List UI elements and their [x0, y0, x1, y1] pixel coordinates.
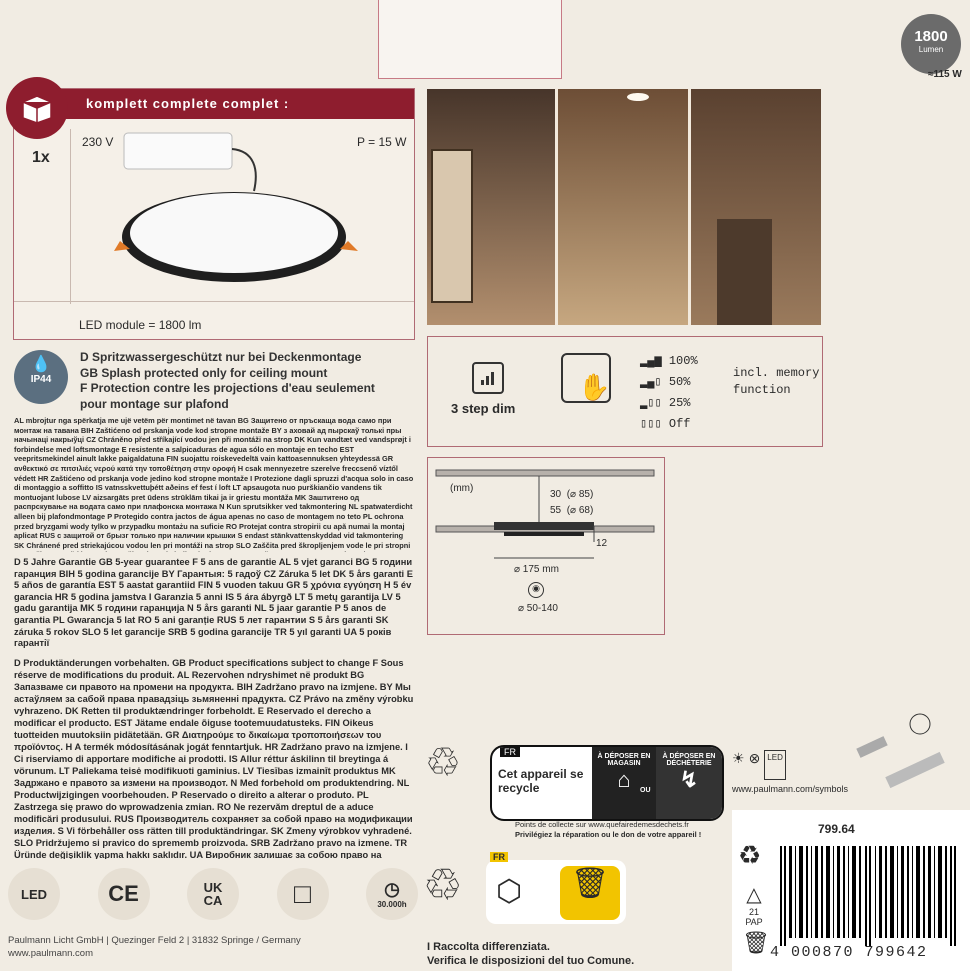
- cert-icons: [8, 868, 418, 926]
- led-icon: LED: [8, 868, 60, 920]
- dim-bars-icon: [480, 370, 496, 386]
- ip-icon: 💧 IP44: [14, 350, 68, 404]
- wiring-icon: [855, 712, 965, 792]
- ip-line-de: D Spritzwassergeschützt nur bei Deckenmontage: [80, 350, 362, 364]
- recycle-icon-2: ♲: [423, 861, 463, 910]
- photo-panel-mid: [557, 89, 690, 325]
- hand-icon: ✋: [578, 372, 611, 402]
- barcode-bars: [778, 846, 964, 946]
- dims-row-2: 55 (⌀ 68): [550, 505, 594, 516]
- store-panel: À DÉPOSER EN MAGASIN ⌂: [592, 747, 656, 819]
- changes-text: D Produktänderungen vorbehalten. GB Product specifications subject to change F Sous réserve de modifications du produit. AL Rezervohen ndryshimet në produkt BG Запазваме си правото на промени на продукта. BIH Zadržano pravo na izmjene. BY Мы астаўляем за сабой права правадзіць зьмяненні прадукта. CZ Právo na změny výrobku vyhrazeno. DK Retten til produktændringer forbeholdt. E Reservado el derecho a modificar el producto. EST Jätame endale õiguse tootemuudatusteks. FIN Oikeus tuotteiden muutoksiin pidätetään. GR Διατηρούμε το δικαίωμα τροποποιήσεων του προϊόντος. H A termék módosításának jogát fenntartjuk. HR Zadržano pravo na izmjene. I Ci riserviamo di apportare modifiche ai prodotti. IS Allur réttur áskilinn til breytinga á vörunum. LT Paliekama teisė modifikuoti gaminius. LV Tiesības izmainīt produktus MK Задржано е правото за измени на производот. N Med forbehold om produktendring. NL Productwijzigingen voorbehouden. P Reservado o direito a alterar o produto. PL Zastrzega się prawo do wprowadzenia zmian. RO Ne rezervăm dreptul de a aduce modificări produsului. RUS Производитель сохраняет за собой право на модификации изделия. S Vi förbehåller oss rätten till produktändringar. SK Zmeny výrobkov vyhradené. SLO Pridržujemo si pravico do sprememb proizvoda. SRB Zadržano pravo na izmene. TR Üründe değişiklik yapma hakkı saklıdır. UA Виробник залишає за собою право на: [14, 658, 414, 859]
- ip-rating: IP44: [30, 374, 52, 385]
- photo-divider-1: [555, 89, 558, 325]
- photo-picture: [431, 149, 473, 303]
- recycle-or: OU: [640, 787, 651, 794]
- dechet-panel: À DÉPOSER EN DÉCHÈTERIE ↯: [656, 747, 722, 819]
- lumen-value: 1800: [914, 28, 948, 45]
- photo-light: [627, 93, 649, 101]
- ukca-icon: UK CA: [187, 868, 239, 920]
- guide-h: [14, 301, 414, 302]
- watt-equivalent: ≈115 W: [928, 69, 962, 80]
- kit-qty: 1x: [32, 149, 50, 166]
- box-icon: [6, 77, 68, 139]
- recycle-icon-1: ♲: [425, 741, 461, 785]
- barcode-panel: [732, 810, 970, 971]
- green-dot-icon: ♻: [738, 840, 762, 870]
- raccolta-line1: I Raccolta differenziata.: [427, 941, 550, 953]
- dim-box: [427, 336, 823, 447]
- room-photo: [427, 89, 821, 325]
- dims-drawing: [434, 466, 658, 566]
- ce-icon: CE: [98, 868, 150, 920]
- photo-door: [717, 219, 772, 325]
- lumen-badge: [901, 14, 961, 74]
- dims-row-1: 30 (⌀ 85): [550, 489, 594, 500]
- led-small-icon: LED: [764, 750, 786, 780]
- collect-text: Points de collecte sur www.quefairedemesdechets.fr: [515, 820, 689, 829]
- kit-banner-text: komplett complete complet :: [86, 96, 290, 111]
- led-panel-image: [114, 129, 374, 289]
- bin-tile: 🗑: [560, 866, 620, 920]
- class2-icon: □: [277, 868, 329, 920]
- triman-block: [490, 745, 724, 821]
- dim-level-25: ▂▯▯ 25%: [640, 396, 691, 410]
- kit-led-module: LED module = 1800 lm: [79, 318, 202, 332]
- fr-tag: FR: [500, 747, 520, 757]
- warranty-text: D 5 Jahre Garantie GB 5-year guarantee F 5 ans de garantie AL 5 vjet garanci BG 5 години гаранция BIH 5 godina garancije BY Гарантыя: 5 гадоў CZ Záruka 5 let DK 5 års garanti E 5 años de garantía EST 5 aastat garantiid FIN 5 vuoden takuu GR 5 χρόνια εγγύηση H 5 év garancia HR 5 godina jamstva I Garanzia 5 anni IS 5 ára ábyrgð LT 5 metų garantija LV 5 gadu garantija MK 5 години гаранција N 5 års garanti NL 5 jaar garantie P 5 anos de garantia PL Gwarancja 5 lat RO 5 ani garanție RUS 5 лет гарантии S 5 års garanti SK záruka 5 rokov SLO 5 let garancije SRB 5 godina garancije TR 5 yıl garanti UA 5 років гарантії: [14, 557, 413, 649]
- no-dim-icon: ⊗: [748, 750, 761, 766]
- symbols-row: [732, 750, 827, 780]
- company-url: www.paulmann.com: [8, 948, 94, 959]
- product-code: 799.64: [818, 822, 855, 836]
- lifetime-icon: ◷ 30.000h: [366, 868, 418, 920]
- raccolta-line2: Verifica le disposizioni del tuo Comune.: [427, 955, 635, 967]
- barcode-digits: 4 000870 799642: [770, 944, 928, 961]
- dim-level-50: ▂▄▯ 50%: [640, 375, 691, 389]
- pap-icon: △ 21 PAP: [745, 884, 763, 927]
- dim-level-off: ▯▯▯ Off: [640, 417, 691, 431]
- fr-tag-2: FR: [490, 852, 508, 862]
- kit-box: [13, 88, 415, 340]
- weee-icon: 🗑: [742, 930, 770, 955]
- ip-line-fr2: pour montage sur plafond: [80, 396, 229, 411]
- kit-power: P = 15 W: [357, 135, 407, 149]
- dims-thickness: 12: [596, 538, 608, 549]
- dim-level-100: ▂▄▆ 100%: [640, 354, 698, 368]
- cardboard-icon: ⬡: [496, 875, 523, 908]
- top-strip: [378, 0, 562, 79]
- cutout-icon: ◉: [528, 582, 544, 598]
- dim-label: 3 step dim: [451, 401, 516, 416]
- dims-unit: (mm): [450, 483, 474, 494]
- dims-cutout: ⌀ 50-140: [518, 603, 558, 614]
- company-address: Paulmann Licht GmbH | Quezinger Feld 2 | 31832 Springe / Germany: [8, 935, 301, 946]
- kit-banner: [14, 89, 414, 119]
- priv-text: Privilégiez la réparation ou le don de votre appareil !: [515, 830, 702, 839]
- sun-icon: ☀: [732, 750, 745, 766]
- ip-line-fr: F Protection contre les projections d'eau seulement: [80, 381, 375, 396]
- guide-v: [70, 129, 71, 304]
- dimensions-box: [427, 457, 665, 635]
- photo-divider-2: [688, 89, 691, 325]
- symbols-url: www.paulmann.com/symbols: [732, 784, 849, 794]
- lumen-unit: Lumen: [918, 45, 944, 54]
- kit-voltage: 230 V: [82, 135, 114, 149]
- memory-text: incl. memory function: [733, 366, 820, 397]
- raccolta-box: [486, 860, 626, 924]
- dims-diameter: ⌀ 175 mm: [514, 564, 559, 575]
- recycle-text: Cet appareil se recycle: [498, 767, 584, 795]
- ip-multilingual: AL mbrojtur nga spërkatja me ujë vetëm për montimet në tavan BG Защитено от пръскаща вода само при монтаж на тавана BIH Zaštićeno od prskanja vode kod stropne montaže BY з аховай ад пырскаў толькі пры начынаці накрыўці CZ Chráněno před stříkající vodou jen při montáži na strop DK Kun vandtæt ved vandsprøjt i forbindelse med loftsmontage E resistente a salpicaduras de agua sólo en montaje en techo EST veepritsmekindel ainult lakke paigaldatuna FIN suojattu roiskevedeltä vain kattoasennuksen yhteydessä GR ανθεκτικό σε πιτσιλιές νερού κατά την τοποθέτηση στην οροφή H csak mennyezetre szerelve freccsenő víztől védett HR Zaštićeno od prskanja vode jedino kod stropne montaže I Protezione dagli spruzzi d'acqua solo in caso di montaggio a soffitto IS vatnsskvettuþétt aðeins ef fest í loft LT apsaugota nuo purškiančio vandens tik montuojant lubose LV aizsargāts pret ūdens strūklām tikai ja ir griestu montāža MK Заштитено од распрскување на водата само при плафонска монтажа N Kun sprutsikker ved takmontering NL spatwaterdicht alleen bij plafondmontage P Protegido contra jactos de água apenas no caso de montagem no teto PL ochrona przed bryzgami wody tylko w przypadku montażu na suficie RO Protejat contra stropirii cu apă numai la montaj aplicat RUS с защитой от брызг только при наличии крышки S endast stänkvattenskyddad vid takmontering SK Chránené pred striekajúcou vodou len pri montáži na strop SLO Zaščita pred škropljenjem vode le pri stropni: [14, 416, 414, 550]
- ip-line-gb: GB Splash protected only for ceiling mount: [80, 365, 328, 380]
